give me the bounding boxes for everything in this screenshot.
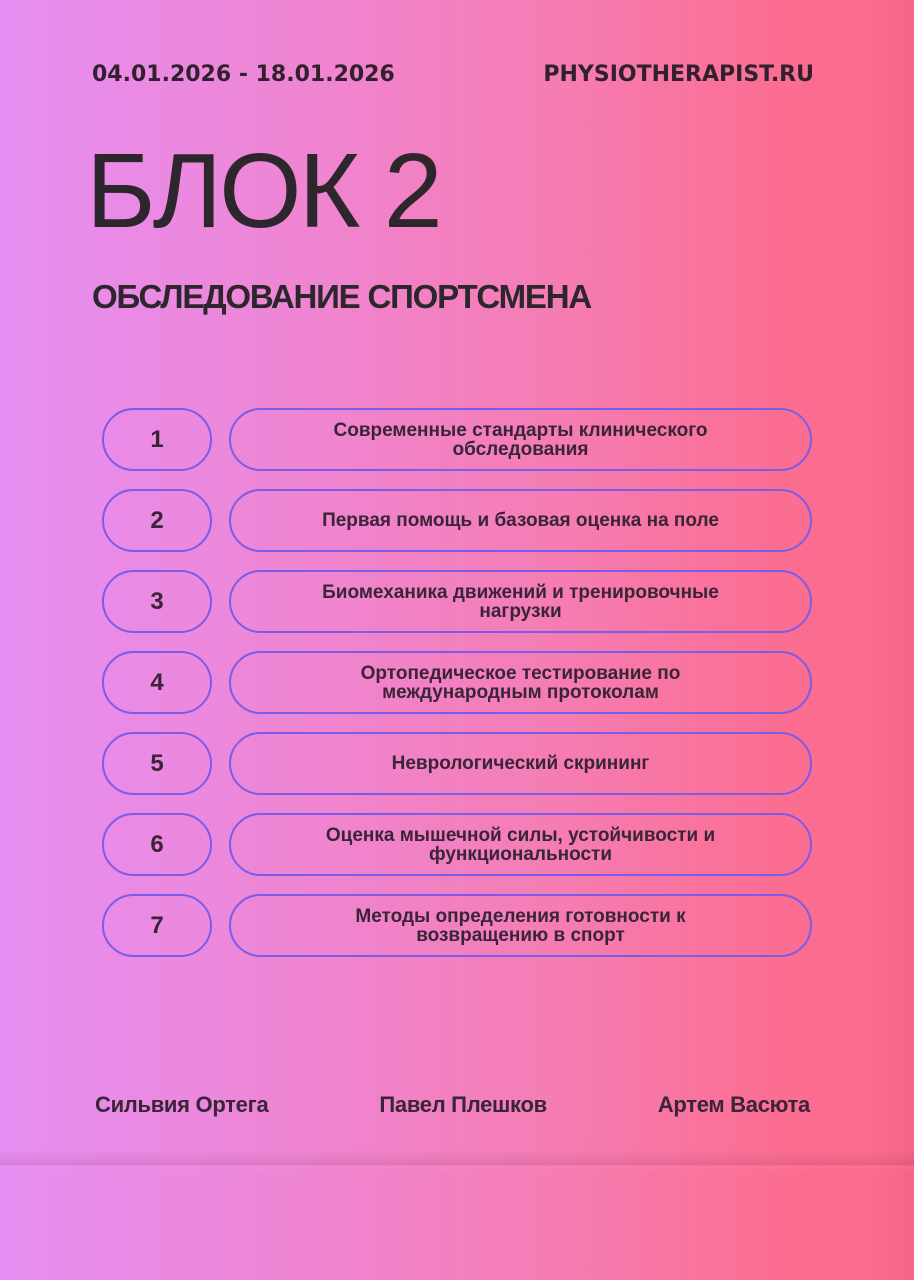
topic-number: 2 <box>102 489 212 552</box>
topic-label: Ортопедическое тестирование по международным протоколам <box>229 651 812 714</box>
authors-row <box>95 1092 810 1118</box>
topic-number: 7 <box>102 894 212 957</box>
topic-number: 3 <box>102 570 212 633</box>
topic-label: Биомеханика движений и тренировочные нагрузки <box>229 570 812 633</box>
topic-row <box>102 894 812 959</box>
topic-number: 4 <box>102 651 212 714</box>
block-title: БЛОК 2 <box>86 132 440 250</box>
topic-row <box>102 651 812 716</box>
topics-list <box>102 408 812 975</box>
site-name: PHYSIOTHERAPIST.RU <box>543 62 814 87</box>
topic-row <box>102 408 812 473</box>
topic-label: Оценка мышечной силы, устойчивости и функциональности <box>229 813 812 876</box>
topic-label: Современные стандарты клинического обследования <box>229 408 812 471</box>
topic-row <box>102 813 812 878</box>
topic-label: Неврологический скрининг <box>229 732 812 795</box>
topic-number: 5 <box>102 732 212 795</box>
topic-row <box>102 732 812 797</box>
topic-label: Первая помощь и базовая оценка на поле <box>229 489 812 552</box>
topic-row <box>102 489 812 554</box>
author-name: Павел Плешков <box>379 1092 547 1117</box>
topic-number: 1 <box>102 408 212 471</box>
author-name: Сильвия Ортега <box>95 1092 269 1117</box>
topic-row <box>102 570 812 635</box>
page-edge-shade <box>874 0 914 1280</box>
topic-label: Методы определения готовности к возвращению в спорт <box>229 894 812 957</box>
author-name: Артем Васюта <box>657 1092 810 1117</box>
block-subtitle: ОБСЛЕДОВАНИЕ СПОРТСМЕНА <box>92 278 591 315</box>
header-row <box>92 62 814 87</box>
topic-number: 6 <box>102 813 212 876</box>
date-range: 04.01.2026 - 18.01.2026 <box>92 62 395 87</box>
page-fold-line <box>0 1150 914 1172</box>
